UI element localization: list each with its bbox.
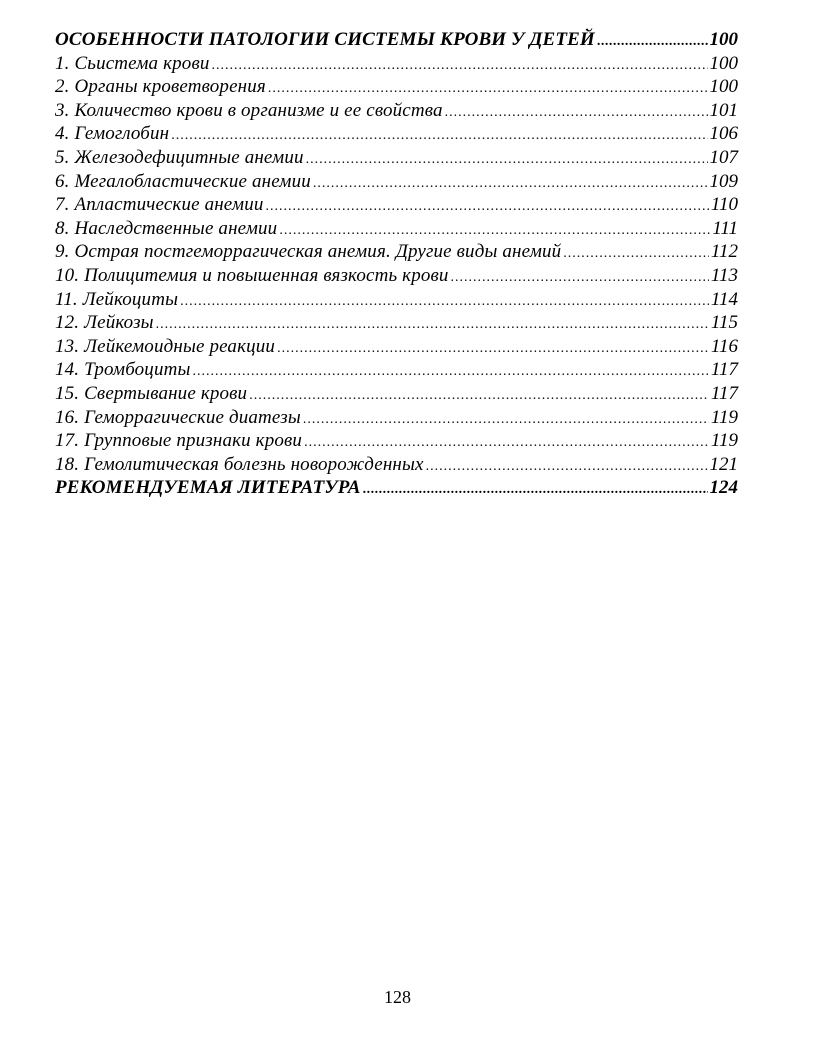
toc-entry-title: 2. Органы кроветворения <box>55 76 266 98</box>
toc-entry-page: 111 <box>712 217 738 239</box>
toc-entry <box>55 358 738 382</box>
toc-entry-title: РЕКОМЕНДУЕМАЯ ЛИТЕРАТУРА <box>55 477 361 499</box>
toc-dot-leader <box>313 172 708 196</box>
toc-entry-page: 115 <box>710 312 738 334</box>
toc-entry-title: 3. Количество крови в организме и ее свойства <box>55 99 443 121</box>
toc-entry-title: 8. Наследственные анемии <box>55 217 278 239</box>
toc-entry-page: 119 <box>710 406 738 428</box>
toc-entry <box>55 453 738 477</box>
toc-entry <box>55 264 738 288</box>
toc-entry-title: 5. Железодефицитные анемии <box>55 146 304 168</box>
toc-dot-leader <box>363 478 708 502</box>
toc-entry-page: 114 <box>710 288 738 310</box>
toc-entry-page: 110 <box>710 194 738 216</box>
toc-entry <box>55 217 738 241</box>
toc-entry <box>55 146 738 170</box>
toc-entry-page: 100 <box>709 29 738 50</box>
toc-entry-title: 16. Геморрагические диатезы <box>55 406 301 428</box>
toc-dot-leader <box>451 266 709 290</box>
toc-dot-leader <box>445 101 708 125</box>
toc-entry-title: 12. Лейкозы <box>55 312 154 334</box>
toc-entry-page: 124 <box>709 477 738 499</box>
toc-entry-title: 14. Тромбоциты <box>55 359 191 381</box>
toc-entry-title: 9. Острая постгеморрагическая анемия. Другие виды анемий <box>55 241 562 263</box>
toc-entry-page: 121 <box>709 453 738 475</box>
toc-entry-page: 113 <box>710 264 738 286</box>
toc-dot-leader <box>304 431 709 455</box>
toc-entry-page: 109 <box>709 170 738 192</box>
toc-entry-title: 6. Мегалобластические анемии <box>55 170 311 192</box>
toc-dot-leader <box>193 360 709 384</box>
toc-entry <box>55 311 738 335</box>
toc-dot-leader <box>212 54 708 78</box>
toc-entry-page: 112 <box>710 241 738 263</box>
toc-entry <box>55 99 738 123</box>
toc-entry-page: 100 <box>709 76 738 98</box>
toc-entry-title: 13. Лейкемоидные реакции <box>55 335 276 357</box>
toc-dot-leader <box>249 384 709 408</box>
toc-entry-title: 10. Полицитемия и повышенная вязкость крови <box>55 264 449 286</box>
toc-entry <box>55 476 738 500</box>
page-number: 128 <box>384 987 411 1007</box>
toc-entry <box>55 240 738 264</box>
toc-entry-page: 100 <box>709 52 738 74</box>
toc-dot-leader <box>277 337 709 361</box>
toc-entry <box>55 406 738 430</box>
toc-dot-leader <box>597 30 708 54</box>
toc-dot-leader <box>306 148 708 172</box>
toc-dot-leader <box>563 242 709 266</box>
toc-entry-title: 7. Апластические анемии <box>55 194 264 216</box>
toc-dot-leader <box>171 124 707 148</box>
toc-entry <box>55 170 738 194</box>
toc-entry <box>55 335 738 359</box>
toc-entry <box>55 75 738 99</box>
toc-entry <box>55 288 738 312</box>
toc-entry <box>55 193 738 217</box>
toc-entry <box>55 382 738 406</box>
toc-entry-title: ОСОБЕННОСТИ ПАТОЛОГИИ СИСТЕМЫ КРОВИ У ДЕТЕЙ <box>55 29 595 50</box>
toc-dot-leader <box>303 408 709 432</box>
toc-dot-leader <box>266 195 709 219</box>
toc-entry-title: 15. Свертывание крови <box>55 382 248 404</box>
toc-entry-page: 107 <box>709 146 738 168</box>
toc-entry-title: 18. Гемолитическая болезнь новорожденных <box>55 453 424 475</box>
toc-entry-page: 117 <box>710 359 738 381</box>
toc-dot-leader <box>268 77 708 101</box>
table-of-contents <box>55 28 738 500</box>
toc-dot-leader <box>180 290 709 314</box>
toc-entry-title: 17. Групповые признаки крови <box>55 430 303 452</box>
toc-entry-title: 1. Сьистема крови <box>55 52 210 74</box>
toc-entry-page: 106 <box>709 123 738 145</box>
toc-entry <box>55 429 738 453</box>
toc-entry-page: 117 <box>710 382 738 404</box>
toc-entry-page: 119 <box>710 430 738 452</box>
toc-dot-leader <box>279 219 710 243</box>
toc-entry <box>55 52 738 76</box>
toc-entry-title: 4. Гемоглобин <box>55 123 170 145</box>
toc-dot-leader <box>426 455 708 479</box>
toc-dot-leader <box>156 313 709 337</box>
toc-entry <box>55 122 738 146</box>
toc-entry-title: 11. Лейкоциты <box>55 288 179 310</box>
toc-entry-page: 116 <box>710 335 738 357</box>
toc-entry-page: 101 <box>709 99 738 121</box>
toc-entry <box>55 28 738 52</box>
